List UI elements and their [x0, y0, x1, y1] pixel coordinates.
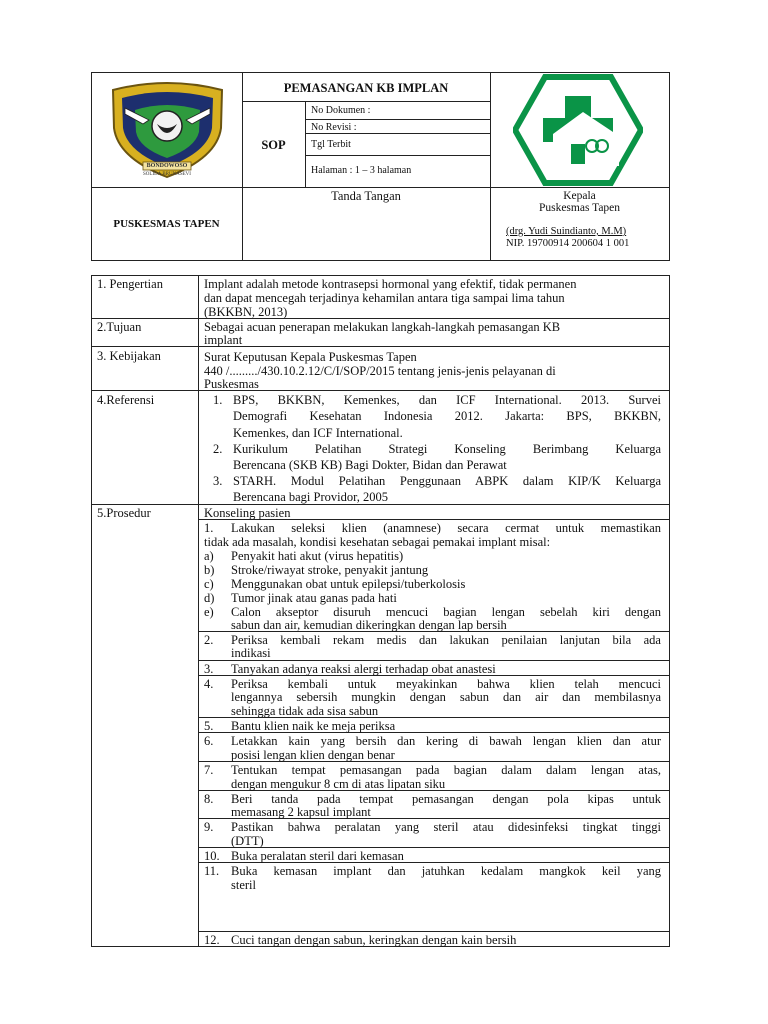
sub-item-letter: b) — [204, 563, 215, 577]
step-text-line: Letakkan kain yang bersih dan kering di bawah lengan klien dan atur — [231, 734, 661, 748]
prosedur-label: 5.Prosedur — [97, 506, 151, 520]
step-text-line: Bantu klien naik ke meja periksa — [231, 719, 396, 733]
reference-line: STARH. Modul Pelatihan Penggunaan ABPK dalam KIP/K Keluarga — [233, 474, 661, 488]
step-text-line: (DTT) — [231, 834, 264, 848]
step-number: 6. — [204, 734, 214, 748]
step-text-line: lengannya sebersih mungkin dengan sabun dan air dan membilasnya — [231, 690, 661, 704]
kebijakan-label: 3. Kebijakan — [97, 349, 161, 363]
pengertian-text-line: dan dapat mencegah terjadinya kehamilan antara tiga sampai lima tahun — [204, 291, 565, 305]
bondowoso-shield-logo — [105, 80, 230, 180]
step-text-line: Buka peralatan steril dari kemasan — [231, 849, 404, 863]
step-number: 12. — [204, 933, 220, 947]
shield-banner-text: BONDOWOSO — [146, 163, 188, 169]
sub-item-text: Stroke/riwayat stroke, penyakit jantung — [231, 563, 429, 577]
kepala-puskesmas-label: Puskesmas Tapen — [538, 202, 621, 214]
step-text-line: memasang 2 kapsul implant — [231, 805, 371, 819]
step-number: 11. — [204, 864, 220, 878]
step-text-line: tidak ada masalah, kondisi kesehatan sebagai pemakai implant misal: — [204, 535, 551, 549]
reference-line: BPS, BKKBN, Kemenkes, dan ICF International. 2013. Survei — [233, 393, 661, 407]
step-text-line: dengan mengukur 8 cm di atas lipatan siku — [231, 777, 446, 791]
tgl-terbit-field: Tgl Terbit — [311, 139, 351, 150]
body-border-top — [91, 275, 670, 276]
sub-item-letter: a) — [204, 549, 214, 563]
step-divider — [198, 931, 669, 932]
sop-divider — [305, 101, 306, 187]
tujuan-label: 2.Tujuan — [97, 320, 142, 334]
step-divider — [198, 847, 669, 848]
reference-line: Demografi Kesehatan Indonesia 2012. Jakarta: BPS, BKKBN, — [233, 409, 661, 423]
step-number: 10. — [204, 849, 220, 863]
step-text-line: sehingga tidak ada sisa sabun — [231, 704, 379, 718]
step-number: 7. — [204, 763, 214, 777]
header-border-bottom — [91, 260, 670, 261]
pengertian-text-line: Implant adalah metode kontrasepsi hormonal yang efektif, tidak permanen — [204, 277, 577, 291]
body-border-right — [669, 275, 670, 947]
pengertian-label: 1. Pengertian — [97, 277, 163, 291]
docinfo-line-3 — [305, 155, 490, 156]
reference-number: 1. — [213, 393, 223, 407]
tujuan-text-line: Sebagai acuan penerapan melakukan langkah-langkah pemasangan KB — [204, 320, 561, 334]
pengertian-text-line: (BKKBN, 2013) — [204, 305, 288, 319]
step-text-line: Buka kemasan implant dan jatuhkan kedalam mangkok keil yang — [231, 864, 661, 878]
step-text-line: Cuci tangan dengan sabun, keringkan dengan kain bersih — [231, 933, 517, 947]
header-divider — [91, 187, 670, 188]
kebijakan-text-line: Puskesmas — [204, 377, 259, 391]
step-text-line: Pastikan bahwa peralatan yang steril atau didesinfeksi tingkat tinggi — [231, 820, 661, 834]
sub-item-letter: e) — [204, 605, 214, 619]
header-border-top — [91, 72, 670, 73]
step-text-line: Tentukan tempat pemasangan pada bagian dalam dalam lengan atas, — [231, 763, 661, 777]
row-divider — [91, 346, 670, 347]
halaman-field: Halaman : 1 – 3 halaman — [311, 165, 412, 176]
sub-item-text: Penyakit hati akut (virus hepatitis) — [231, 549, 404, 563]
step-number: 2. — [204, 633, 214, 647]
header-border-right — [669, 72, 670, 261]
step-number: 4. — [204, 677, 214, 691]
title-divider — [242, 101, 490, 102]
konseling-heading: Konseling pasien — [204, 506, 291, 520]
header-border-left — [91, 72, 92, 261]
step-number: 9. — [204, 820, 214, 834]
step-text-line: Beri tanda pada tempat pemasangan dengan pola kipas untuk — [231, 792, 661, 806]
kebijakan-text-line: Surat Keputusan Kepala Puskesmas Tapen — [204, 350, 417, 364]
step-text-line: indikasi — [231, 646, 271, 660]
reference-number: 2. — [213, 442, 223, 456]
row-divider — [91, 390, 670, 391]
reference-line: Berencana (SKB KB) Bagi Dokter, Bidan dan Perawat — [233, 458, 507, 472]
row-divider — [91, 318, 670, 319]
puskesmas-logo — [513, 74, 643, 186]
kepala-nip: NIP. 19700914 200604 1 001 — [506, 238, 630, 249]
step-text-line: Periksa kembali rekam medis dan lakukan penilaian lanjutan bila ada — [231, 633, 661, 647]
reference-line: Kurikulum Pelatihan Strategi Konseling Berimbang Keluarga — [233, 442, 661, 456]
sub-item-letter: d) — [204, 591, 215, 605]
step-number: 1. — [204, 521, 214, 535]
step-text-line: steril — [231, 878, 256, 892]
sub-item-text: Tumor jinak atau ganas pada hati — [231, 591, 397, 605]
kepala-name: (drg. Yudi Suindianto, M.M) — [506, 226, 627, 237]
sub-item-letter: c) — [204, 577, 214, 591]
tujuan-text-line: implant — [204, 333, 243, 347]
header-col-2 — [490, 72, 491, 261]
referensi-label: 4.Referensi — [97, 393, 155, 407]
sub-item-text: Calon akseptor disuruh mencuci bagian lengan sebelah kiri dengan — [231, 605, 661, 619]
reference-number: 3. — [213, 474, 223, 488]
step-number: 3. — [204, 662, 214, 676]
no-revisi-field: No Revisi : — [311, 122, 357, 133]
reference-line: Kemenkes, dan ICF International. — [233, 426, 403, 440]
document-title: PEMASANGAN KB IMPLAN — [283, 81, 449, 95]
row-divider — [91, 504, 670, 505]
step-text-line: posisi lengan klien dengan benar — [231, 748, 395, 762]
step-text-line: Periksa kembali untuk meyakinkan bahwa klien telah mencuci — [231, 677, 661, 691]
sub-item-text: Menggunakan obat untuk epilepsi/tuberkolosis — [231, 577, 466, 591]
reference-line: Berencana bagi Providor, 2005 — [233, 490, 389, 504]
kepala-label: Kepala — [563, 190, 596, 202]
sop-label: SOP — [261, 138, 286, 152]
step-number: 8. — [204, 792, 214, 806]
step-text-line: Lakukan seleksi klien (anamnese) secara cermat untuk memastikan — [231, 521, 661, 535]
body-border-left — [91, 275, 92, 947]
kebijakan-text-line: 440 /........./430.10.2.12/C/I/SOP/2015 tentang jenis-jenis pelayanan di — [204, 364, 556, 378]
shield-motto-text: SOLIDA BRUNASEVI — [143, 172, 191, 177]
step-text-line: Tanyakan adanya reaksi alergi terhadap obat anastesi — [231, 662, 496, 676]
no-dokumen-field: No Dokumen : — [311, 105, 371, 116]
tanda-tangan-label: Tanda Tangan — [331, 189, 401, 203]
step-divider — [198, 660, 669, 661]
sub-item-text: sabun dan air, kemudian dikeringkan dengan lap bersih — [231, 618, 507, 632]
docinfo-line-1 — [305, 119, 490, 120]
step-number: 5. — [204, 719, 214, 733]
puskesmas-name: PUSKESMAS TAPEN — [113, 218, 220, 230]
